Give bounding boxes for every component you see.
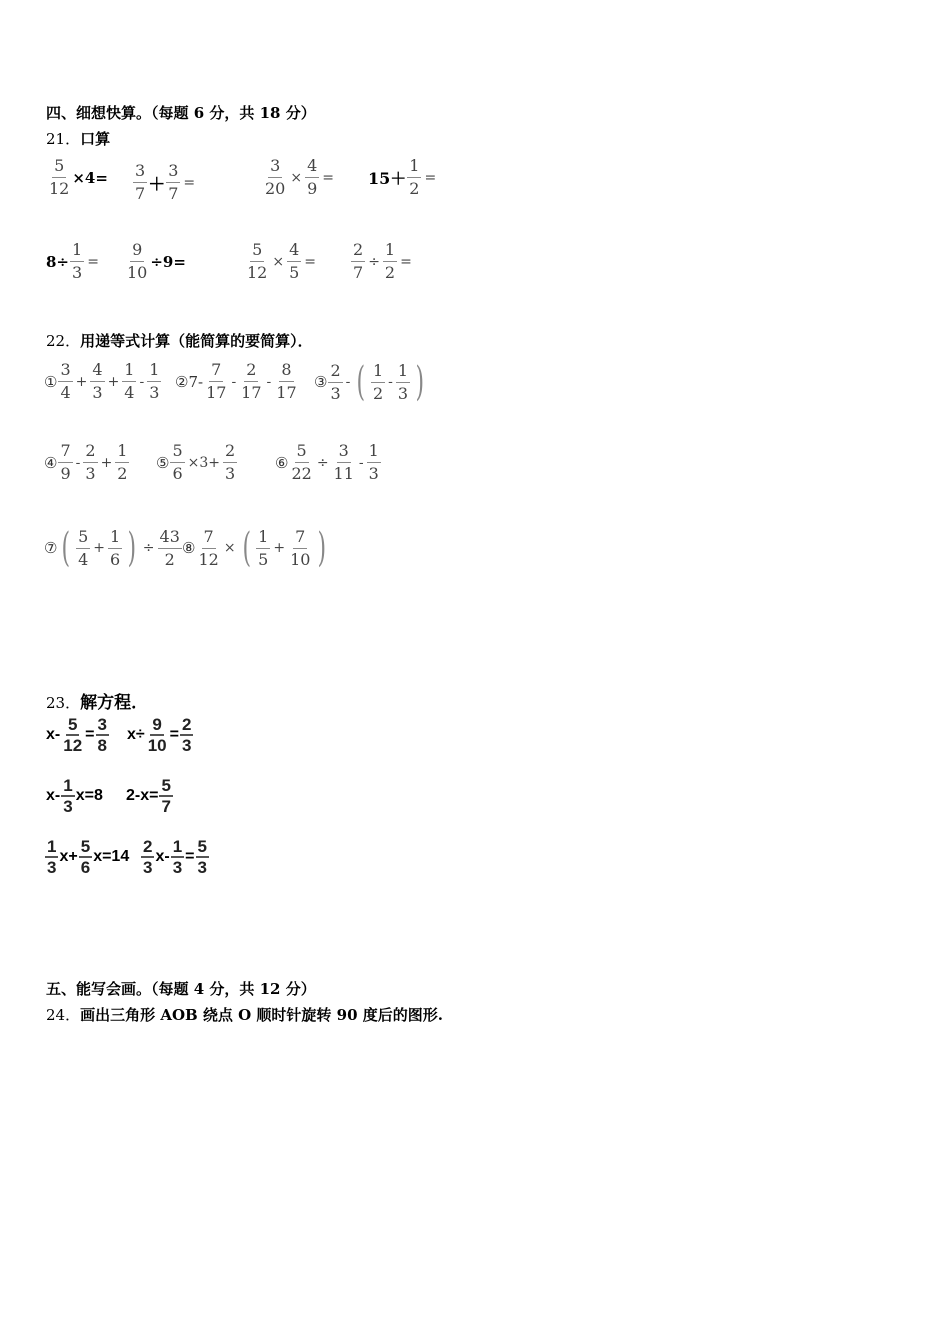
oral-item-5 (46, 242, 101, 281)
equation-4: 2-x= $\frac{5}{7}$ (126, 776, 171, 816)
oral-item-4 (368, 158, 438, 197)
question-number: 21． (46, 130, 81, 148)
section-5-heading: 五、能写会画。（每题 4 分，共 12 分） (46, 980, 316, 998)
fraction: $\frac{3}{7}$ (168, 161, 179, 203)
expression-text: ÷9= (150, 252, 186, 271)
question-number: 23． (46, 694, 81, 712)
item-label: ⑦ (44, 539, 58, 557)
operator: ＋ (148, 175, 166, 195)
calc-item-1: ① $\frac{3}{4}$ + $\frac{4}{3}$ + $\frac{1}{4}$ - $\frac{1}{3}$ (44, 360, 160, 402)
question-number: 22． (46, 332, 81, 350)
expression-text: ×4= (72, 168, 108, 187)
expression-text: 15＋ (368, 169, 407, 188)
item-label: ④ (44, 453, 58, 472)
equation-5: $\frac{1}{3}$ x+ $\frac{5}{6}$ x=14 (47, 837, 130, 877)
equation-6: $\frac{2}{3}$ x- $\frac{1}{3}$ = $\frac{5}{3}$ (143, 837, 207, 877)
fraction: $\frac{5}{12}$ (49, 156, 70, 198)
fraction: $\frac{4}{5}$ (289, 240, 300, 282)
operator: ÷ (368, 253, 380, 270)
oral-item-2 (132, 163, 197, 202)
item-label: ⑥ (275, 453, 289, 472)
equals-sign: = (87, 253, 99, 270)
fraction: $\frac{1}{2}$ (409, 156, 420, 198)
operator: × (290, 169, 303, 186)
equals-sign: = (183, 174, 196, 191)
oral-item-3 (262, 158, 336, 197)
item-label: ⑤ (156, 453, 170, 472)
fraction: $\frac{4}{9}$ (307, 156, 318, 198)
fraction: $\frac{3}{7}$ (135, 161, 146, 203)
question-24-title (46, 1004, 443, 1025)
fraction: $\frac{2}{7}$ (353, 240, 364, 282)
question-number: 24． (46, 1006, 81, 1024)
calc-item-8: ⑧ $\frac{7}{12}$ × ( $\frac{1}{5}$ + $\frac{7}{10}$ ) (182, 525, 327, 571)
item-label: ③ (314, 373, 328, 391)
item-label: ① (44, 372, 58, 391)
question-23-title (46, 688, 148, 713)
calc-item-2: ② 7- $\frac{7}{17}$ - $\frac{2}{17}$ - $\frac{8}{17}$ (175, 360, 297, 402)
oral-item-7 (244, 242, 318, 281)
question-text: 口算 (80, 130, 111, 148)
equals-sign: = (322, 169, 335, 186)
expression-text: 8÷ (46, 252, 70, 271)
fraction: $\frac{1}{2}$ (384, 240, 396, 282)
fraction: $\frac{1}{3}$ (72, 240, 83, 282)
fraction: $\frac{9}{10}$ (127, 240, 148, 282)
oral-item-1 (46, 158, 108, 197)
item-label: ② (175, 372, 189, 391)
question-text: 用递等式计算（能简算的要简算）． (80, 332, 313, 350)
oral-item-8 (350, 242, 414, 281)
section-4-heading: 四、细想快算。（每题 6 分，共 18 分） (46, 104, 316, 122)
question-text: 解方程． (80, 693, 149, 713)
question-22-title (46, 330, 313, 351)
equation-2: x÷ $\frac{9}{10}$ = $\frac{2}{3}$ (127, 715, 192, 755)
calc-item-6: ⑥ $\frac{5}{22}$ ÷ $\frac{3}{11}$ - $\frac{1}{3}$ (275, 441, 379, 483)
item-label: ⑧ (182, 539, 196, 557)
question-21-title (46, 128, 110, 149)
calc-item-5: ⑤ $\frac{5}{6}$ ×3+ $\frac{2}{3}$ (156, 441, 236, 483)
fraction: $\frac{5}{12}$ (247, 240, 268, 282)
fraction: $\frac{3}{20}$ (265, 156, 286, 198)
calc-item-4: ④ $\frac{7}{9}$ - $\frac{2}{3}$ + $\frac{1}{2}$ (44, 441, 128, 483)
equals-sign: = (400, 253, 412, 270)
calc-item-7: ⑦ ( $\frac{5}{4}$ + $\frac{1}{6}$ ) ÷ $\frac{43}{2}$ (44, 525, 180, 571)
equals-sign: = (304, 253, 317, 270)
oral-item-6 (124, 242, 186, 281)
equation-3: x- $\frac{1}{3}$ x=8 (46, 776, 103, 816)
calc-item-3: ③ $\frac{2}{3}$ - ( $\frac{1}{2}$ - $\frac{1}{3}$ ) (314, 359, 425, 405)
question-text: 画出三角形 AOB 绕点 O 顺时针旋转 90 度后的图形. (80, 1006, 443, 1024)
operator: × (272, 253, 285, 270)
equation-1: x- $\frac{5}{12}$ = $\frac{3}{8}$ (46, 715, 107, 755)
equals-sign: = (424, 169, 437, 186)
